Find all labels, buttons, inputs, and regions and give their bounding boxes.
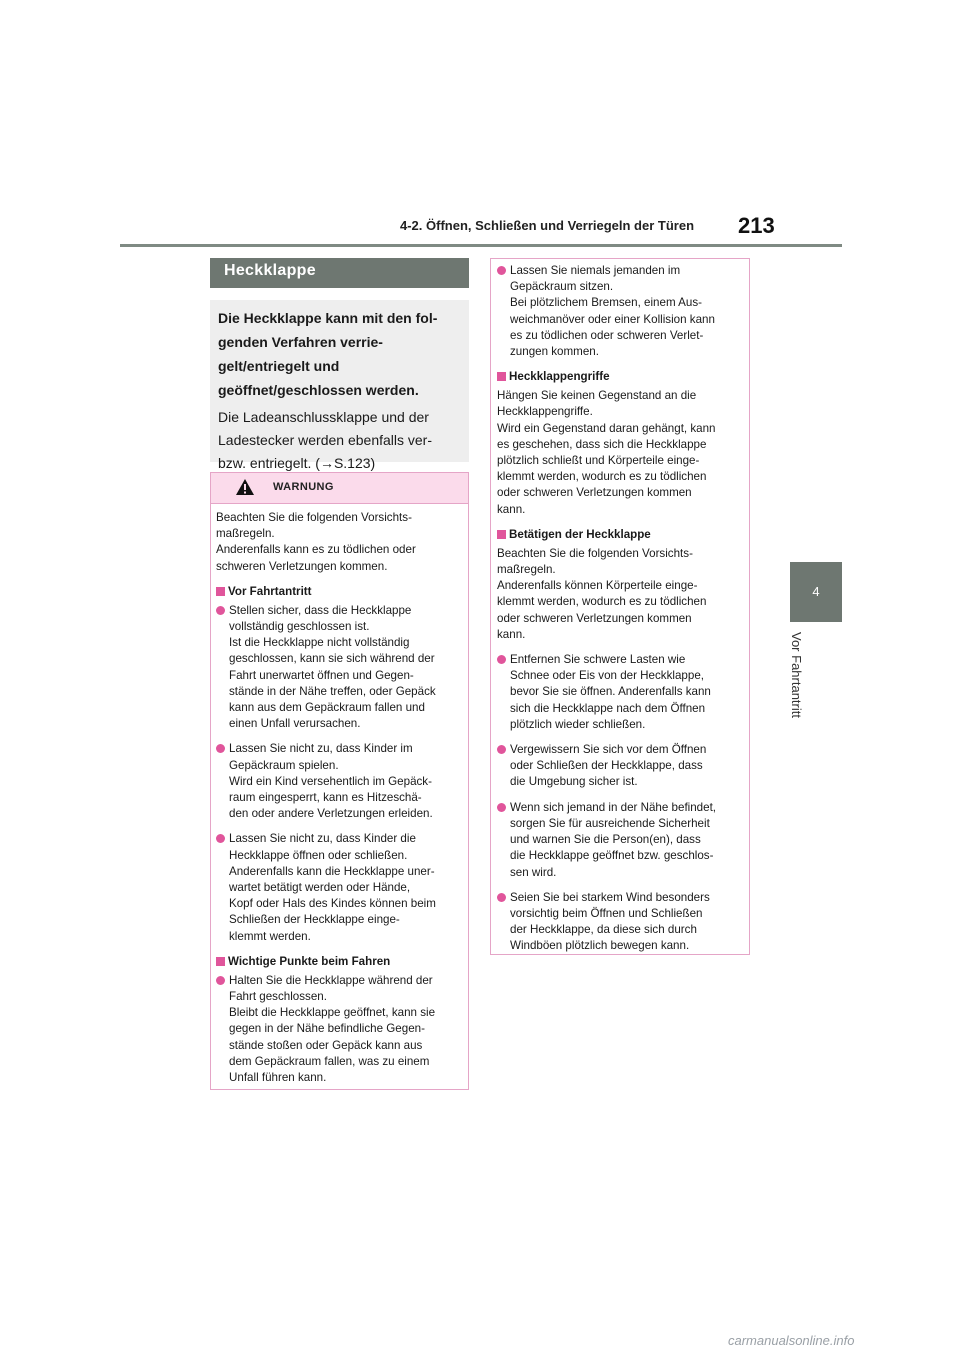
header-rule bbox=[120, 244, 842, 247]
warning-subheading bbox=[216, 954, 462, 970]
intro-bold-text: Die Heckklappe kann mit den fol- genden Verfahren verrie- gelt/entriegelt und geöffnet/geschlossen werden. bbox=[218, 310, 438, 398]
circle-bullet-icon bbox=[497, 266, 506, 275]
circle-bullet-icon bbox=[216, 834, 225, 843]
warning-bullet bbox=[216, 603, 462, 733]
warning-body bbox=[211, 504, 468, 1086]
section-title: Heckklappe bbox=[224, 262, 316, 279]
warning-subheading-text: Heckklappengriffe bbox=[509, 370, 610, 384]
circle-bullet-icon bbox=[497, 893, 506, 902]
warning-box-continued bbox=[490, 258, 750, 955]
warning-bullet bbox=[497, 263, 743, 360]
warning-bullet bbox=[497, 890, 743, 955]
warning-paragraph: Beachten Sie die folgenden Vorsichts- maßregeln. Anderenfalls können Körperteile einge- klemmt werden, wodurch es zu tödlichen oder schweren Verletzungen kommen kann. bbox=[497, 546, 707, 641]
chapter-tab: 4 bbox=[790, 562, 842, 622]
warning-title: WARNUNG bbox=[273, 481, 334, 493]
warning-bullet-text: Entfernen Sie schwere Lasten wie Schnee oder Eis von der Heckklappe, bevor Sie sie öffnen. Anderenfalls kann sich die Heckklappe nach dem Öffnen plötzlich wieder schließen. bbox=[510, 653, 711, 731]
square-bullet-icon bbox=[497, 372, 506, 381]
chapter-label: Vor Fahrtantritt bbox=[789, 632, 804, 718]
warning-subheading bbox=[497, 527, 743, 543]
warning-subheading-text: Vor Fahrtantritt bbox=[228, 584, 312, 598]
warning-subheading bbox=[216, 584, 462, 600]
warning-bullet-text: Halten Sie die Heckklappe während der Fahrt geschlossen. Bleibt die Heckklappe geöffnet, kann sie gegen in der Nähe befindliche Gegen- stände stoßen oder Gepäck kann aus dem Gepäckraum fallen, was zu einem Unfall führen kann. bbox=[229, 973, 436, 1085]
warning-subheading-text: Wichtige Punkte beim Fahren bbox=[228, 954, 391, 968]
warning-subheading-text: Betätigen der Heckklappe bbox=[509, 527, 651, 541]
circle-bullet-icon bbox=[497, 745, 506, 754]
circle-bullet-icon bbox=[216, 976, 225, 985]
warning-header bbox=[211, 473, 468, 504]
warning-bullet-text: Vergewissern Sie sich vor dem Öffnen oder Schließen der Heckklappe, dass die Umgebung sicher ist. bbox=[510, 743, 707, 789]
circle-bullet-icon bbox=[497, 803, 506, 812]
warning-bullet-text: Lassen Sie nicht zu, dass Kinder die Heckklappe öffnen oder schließen. Anderenfalls kann die Heckklappe uner- wartet betätigt werden oder Hände, Kopf oder Hals des Kindes können beim Schließen der Heckklappe einge- klemmt werden. bbox=[229, 832, 436, 943]
warning-intro: Beachten Sie die folgenden Vorsichts- maßregeln. Anderenfalls kann es zu tödlichen oder schweren Verletzungen kommen. bbox=[216, 511, 416, 573]
warning-bullet bbox=[216, 831, 462, 944]
warning-paragraph: Hängen Sie keinen Gegenstand an die Heckklappengriffe. Wird ein Gegenstand daran gehängt, kann es geschehen, dass sich die Heckklappe plötzlich schließt und Körperteile einge- klemmt werden, wodurch es zu tödlichen oder schweren Verletzungen kommen kann. bbox=[497, 389, 716, 516]
warning-bullet-text: Wenn sich jemand in der Nähe befindet, sorgen Sie für ausreichende Sicherheit und warnen Sie die Person(en), dass die Heckklappe geöffnet bzw. geschlos- sen wird. bbox=[510, 800, 717, 879]
warning-bullet bbox=[497, 652, 743, 733]
intro-box bbox=[210, 300, 469, 471]
header-title: 4-2. Öffnen, Schließen und Verriegeln der Türen bbox=[400, 218, 695, 233]
warning-bullet-text: Lassen Sie nicht zu, dass Kinder im Gepäckraum spielen. Wird ein Kind versehentlich im Gepäck- raum eingesperrt, kann es Hitzeschä- den oder andere Verletzungen erleiden. bbox=[229, 742, 433, 821]
circle-bullet-icon bbox=[216, 606, 225, 615]
warning-bullet bbox=[216, 973, 462, 1086]
page-number: 213 bbox=[738, 213, 775, 238]
warning-bullet bbox=[497, 742, 743, 791]
circle-bullet-icon bbox=[497, 655, 506, 664]
warning-subheading bbox=[497, 369, 743, 385]
intro-normal-text: Die Ladeanschlussklappe und der Ladestecker werden ebenfalls ver- bzw. entriegelt. (→S.123) bbox=[218, 409, 433, 471]
warning-bullet-text: Stellen sicher, dass die Heckklappe vollständig geschlossen ist. Ist die Heckklappe nicht vollständig geschlossen, kann sie sich während der Fahrt unerwartet öffnen und Gegen- stände in der Nähe treffen, oder Gepäck kann aus dem Gepäckraum fallen und einen Unfall verursachen. bbox=[229, 603, 436, 731]
square-bullet-icon bbox=[497, 530, 506, 539]
square-bullet-icon bbox=[216, 957, 225, 966]
warning-bullet bbox=[497, 800, 743, 881]
watermark: carmanualsonline.info bbox=[728, 1333, 855, 1348]
circle-bullet-icon bbox=[216, 744, 225, 753]
warning-triangle-icon bbox=[235, 478, 255, 496]
warning-bullet-text: Seien Sie bei starkem Wind besonders vorsichtig beim Öffnen und Schließen der Heckklappe, da diese sich durch Windböen plötzlich bewegen kann. bbox=[510, 890, 710, 953]
square-bullet-icon bbox=[216, 587, 225, 596]
warning-bullet-text: Lassen Sie niemals jemanden im Gepäckraum sitzen. Bei plötzlichem Bremsen, einem Aus- weichmanöver oder einer Kollision kann es zu tödlichen oder schweren Verlet- zungen kommen. bbox=[510, 264, 715, 359]
section-title-bar bbox=[210, 258, 469, 288]
warning-box bbox=[210, 472, 469, 1090]
warning-bullet bbox=[216, 741, 462, 822]
